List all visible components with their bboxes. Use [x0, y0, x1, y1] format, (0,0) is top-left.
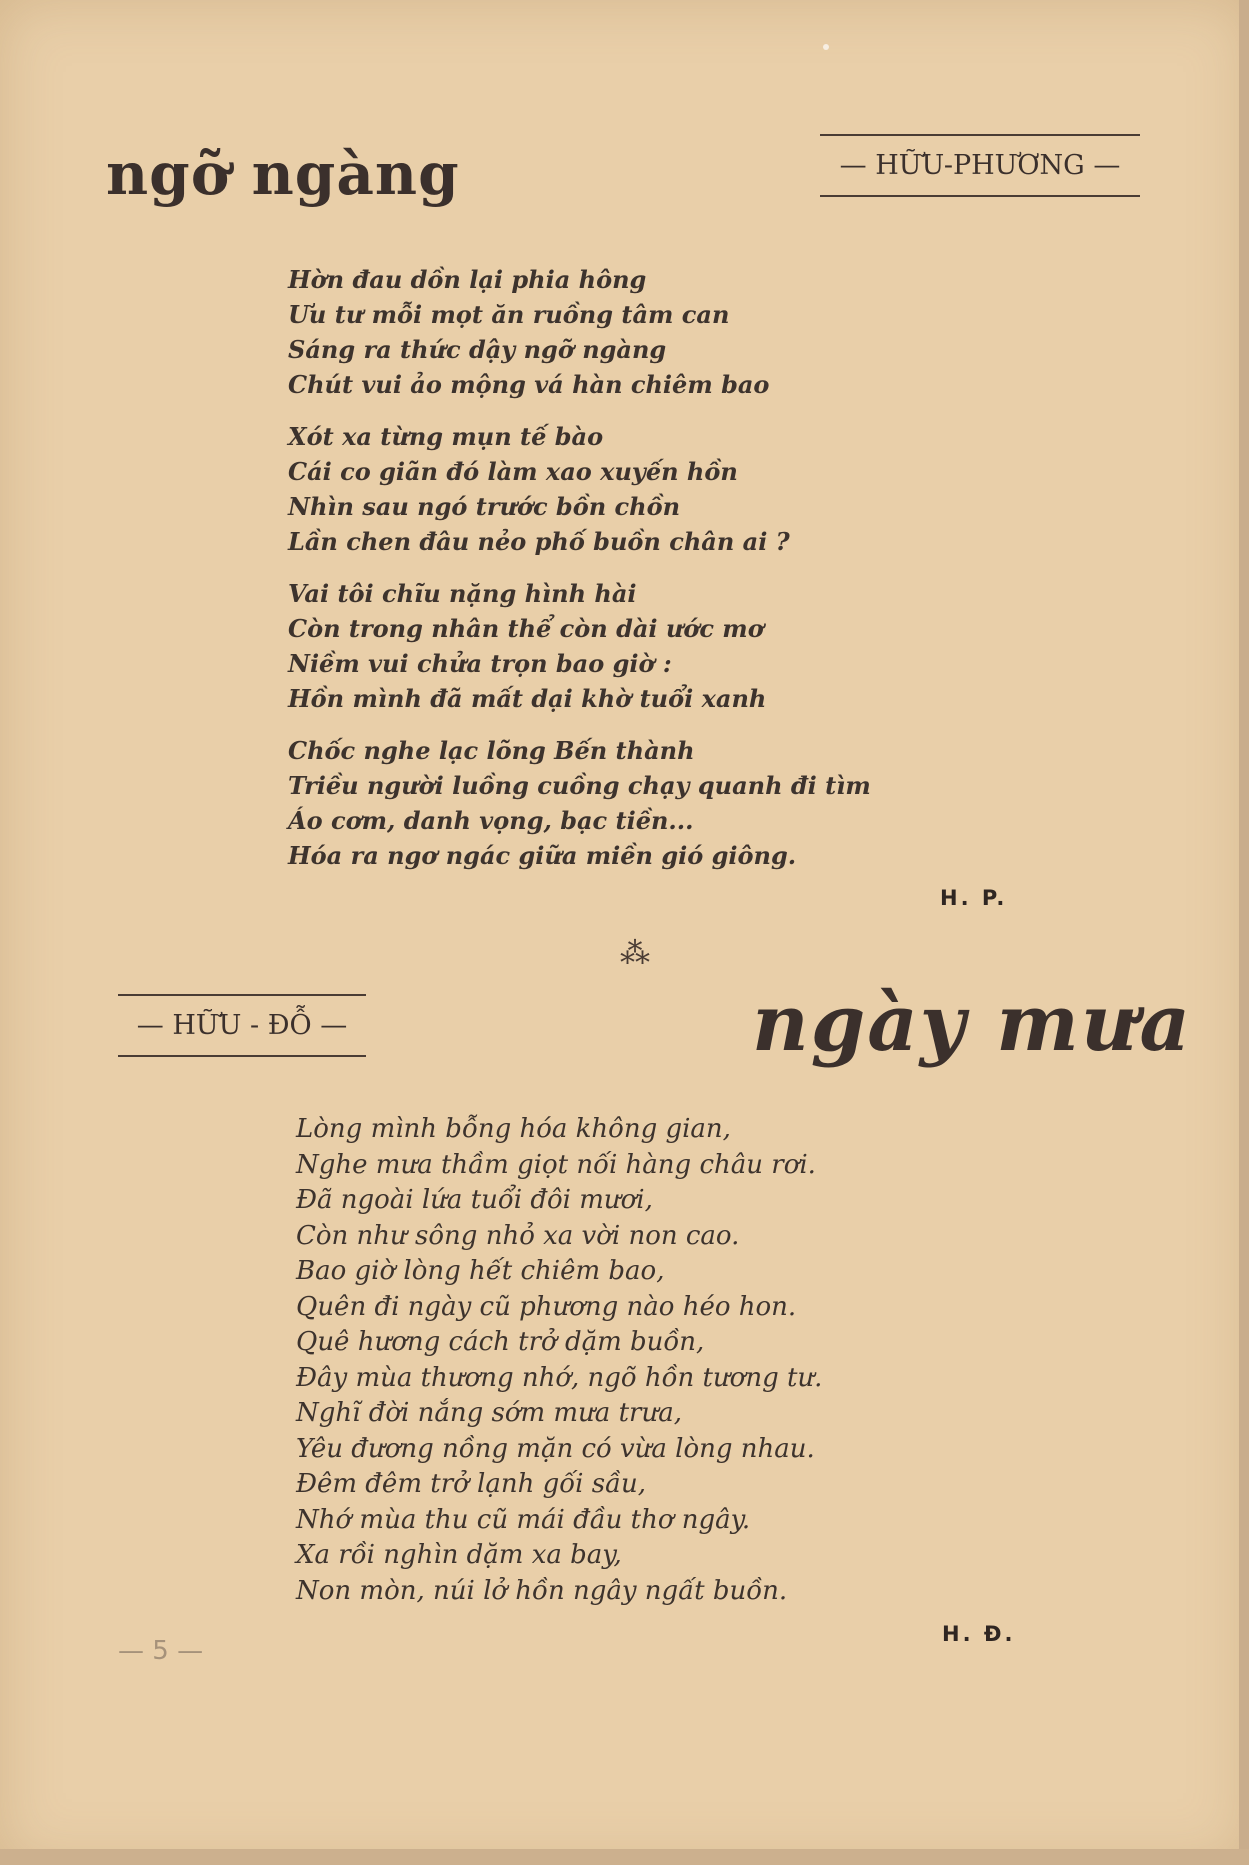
poem-line: Yêu đương nồng mặn có vừa lòng nhau.: [296, 1433, 815, 1464]
poem-line: Hóa ra ngơ ngác giữa miền gió giông.: [288, 841, 797, 870]
poem-title-ngo-ngang: ngỡ ngàng: [106, 140, 460, 208]
page-number-mark: — 5 —: [118, 1636, 204, 1666]
poem-line: Cái co giãn đó làm xao xuyến hồn: [288, 457, 738, 486]
poem-line: Xót xa từng mụn tế bào: [288, 422, 604, 451]
poem-body-ngay-mua: [296, 1112, 822, 1609]
poem-stanza: [288, 576, 871, 716]
poem-line: Nhớ mùa thu cũ mái đầu thơ ngây.: [296, 1504, 751, 1535]
poem-line: Quên đi ngày cũ phương nào héo hon.: [296, 1291, 797, 1322]
poem-line: Xa rồi nghìn dặm xa bay,: [296, 1540, 622, 1570]
poem-line: Quê hương cách trở dặm buồn,: [296, 1327, 705, 1357]
poem-line: Đêm đêm trở lạnh gối sầu,: [296, 1469, 647, 1499]
poem-signature-hp: H. P.: [940, 886, 1008, 910]
poem-line: Nhìn sau ngó trước bồn chồn: [288, 492, 681, 521]
poem-line: Hồn mình đã mất dại khờ tuổi xanh: [288, 684, 767, 713]
poem-line: Sáng ra thức dậy ngỡ ngàng: [288, 335, 667, 364]
poem-line: Nghe mưa thầm giọt nối hàng châu rơi.: [296, 1149, 816, 1180]
poem-body-ngo-ngang: [288, 262, 871, 890]
poem-line: Non mòn, núi lở hồn ngây ngất buồn.: [296, 1575, 788, 1606]
poem-line: Áo cơm, danh vọng, bạc tiền...: [288, 806, 694, 835]
poem-line: Nghĩ đời nắng sớm mưa trưa,: [296, 1398, 682, 1428]
poem-line: Hờn đau dồn lại phia hông: [288, 265, 647, 294]
poem-line: Chút vui ảo mộng vá hàn chiêm bao: [288, 370, 770, 399]
poem-line: Niềm vui chửa trọn bao giờ :: [288, 649, 672, 678]
poem-stanza: [288, 262, 871, 402]
poem-author-huu-phuong: — HỮU-PHƯƠNG —: [820, 134, 1140, 197]
poem-line: Lòng mình bỗng hóa không gian,: [296, 1114, 731, 1144]
poem-title-ngay-mua: ngày mưa: [752, 978, 1193, 1069]
poem-line: Vai tôi chĩu nặng hình hài: [288, 579, 637, 608]
poem-line: Lần chen đâu nẻo phố buồn chân ai ?: [288, 527, 790, 556]
poem-line: Triều người luồng cuồng chạy quanh đi tìm: [288, 771, 871, 800]
poem-author-huu-do: — HỮU - ĐỖ —: [118, 994, 366, 1057]
section-ornament: ⁂: [620, 936, 650, 971]
poem-line: Đã ngoài lứa tuổi đôi mươi,: [296, 1185, 653, 1215]
poem-signature-hd: H. Đ.: [942, 1622, 1016, 1646]
poem-line: Bao giờ lòng hết chiêm bao,: [296, 1256, 665, 1286]
poem-line: Chốc nghe lạc lõng Bến thành: [288, 736, 695, 765]
poem-stanza: [288, 419, 871, 559]
poem-line: Đây mùa thương nhớ, ngõ hồn tương tư.: [296, 1362, 823, 1393]
page-edge-right: [1239, 0, 1249, 1865]
page-edge-bottom: [0, 1849, 1249, 1865]
poem-line: Ưu tư mỗi mọt ăn ruồng tâm can: [288, 300, 730, 329]
poem-stanza: [288, 733, 871, 873]
poem-line: Còn như sông nhỏ xa vời non cao.: [296, 1220, 740, 1251]
poem-line: Còn trong nhân thể còn dài ước mơ: [288, 614, 764, 643]
paper-speck: [823, 44, 829, 50]
